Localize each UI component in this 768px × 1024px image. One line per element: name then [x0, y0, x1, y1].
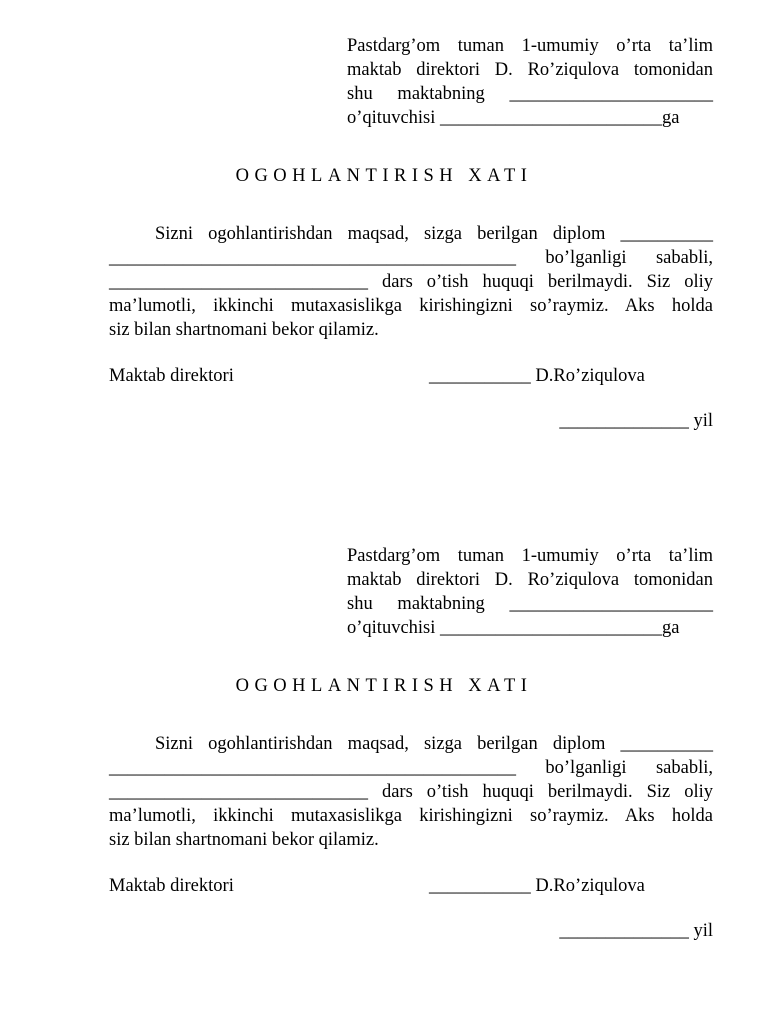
letter-title: OGOHLANTIRISH XATI [235, 676, 533, 696]
body-line: siz bilan shartnomani bekor qilamiz. [109, 830, 379, 850]
body-line: Sizni ogohlantirishdan maqsad, sizga berilgan diplom __________ [155, 734, 713, 754]
body-line: Sizni ogohlantirishdan maqsad, sizga berilgan diplom __________ [155, 224, 713, 244]
addressee-line: maktab direktori D. Ro’ziqulova tomonidan [347, 570, 713, 590]
body-line: ____________________________ dars o’tish huquqi berilmaydi. Siz oliy [109, 782, 713, 802]
letter-body [109, 222, 713, 342]
addressee-line: o’qituvchisi ________________________ga [347, 618, 680, 638]
addressee-line: o’qituvchisi ________________________ga [347, 108, 680, 128]
letter-body [109, 732, 713, 852]
signature-value: ___________ D.Ro’ziqulova [429, 366, 645, 386]
signature-label: Maktab direktori [109, 366, 234, 386]
signature-label: Maktab direktori [109, 876, 234, 896]
body-line: ma’lumotli, ikkinchi mutaxasislikga kirishingizni so’raymiz. Aks holda [109, 296, 713, 316]
body-line: ____________________________ dars o’tish huquqi berilmaydi. Siz oliy [109, 272, 713, 292]
body-line: siz bilan shartnomani bekor qilamiz. [109, 320, 379, 340]
body-line: ma’lumotli, ikkinchi mutaxasislikga kirishingizni so’raymiz. Aks holda [109, 806, 713, 826]
signature-value: ___________ D.Ro’ziqulova [429, 876, 645, 896]
date-line: ______________ yil [559, 411, 713, 431]
addressee-block [347, 34, 713, 130]
body-line: ____________________________________________ bo’lganligi sababli, [109, 248, 713, 268]
warning-letter [0, 0, 768, 450]
addressee-line: shu maktabning ______________________ [347, 594, 713, 614]
date-line: ______________ yil [559, 921, 713, 941]
addressee-line: maktab direktori D. Ro’ziqulova tomonidan [347, 60, 713, 80]
addressee-line: Pastdarg’om tuman 1-umumiy o’rta ta’lim [347, 36, 713, 56]
addressee-block [347, 544, 713, 640]
body-line: ____________________________________________ bo’lganligi sababli, [109, 758, 713, 778]
addressee-line: shu maktabning ______________________ [347, 84, 713, 104]
addressee-line: Pastdarg’om tuman 1-umumiy o’rta ta’lim [347, 546, 713, 566]
letter-title: OGOHLANTIRISH XATI [235, 166, 533, 186]
warning-letter [0, 510, 768, 960]
